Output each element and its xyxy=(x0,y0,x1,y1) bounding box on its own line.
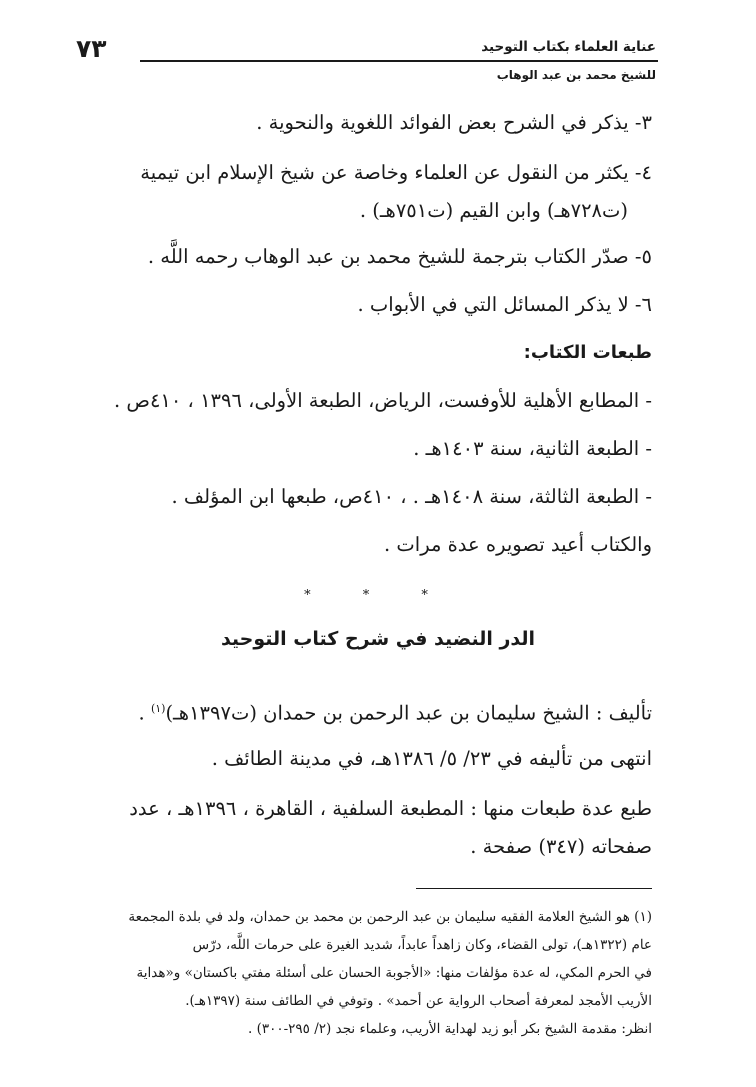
printed-line-2: صفحاته (٣٤٧) صفحة . xyxy=(470,835,652,858)
footnote xyxy=(54,903,652,1043)
page-number: ٧٣ xyxy=(76,34,107,63)
author-line xyxy=(92,686,652,737)
running-subtitle: للشيخ محمد بن عبد الوهاب xyxy=(496,68,656,82)
page-header xyxy=(0,28,756,88)
completion-line: انتهى من تأليفه في ٢٣/ ٥/ ١٣٨٦هـ، في مدينة الطائف . xyxy=(211,747,652,770)
reprint-note: والكتاب أعيد تصويره عدة مرات . xyxy=(384,533,652,556)
header-rule xyxy=(140,60,658,62)
footnote-rule xyxy=(416,888,652,889)
running-title: عناية العلماء بكتاب التوحيد xyxy=(481,39,656,55)
author-line-end: . xyxy=(138,701,151,725)
section-separator: * * * xyxy=(304,588,452,603)
feature-item-6: ٦- لا يذكر المسائل التي في الأبواب . xyxy=(357,293,652,316)
author-text: تأليف : الشيخ سليمان بن عبد الرحمن بن حمدان (ت١٣٩٧هـ) xyxy=(165,701,652,725)
feature-item-4-line-2: (ت٧٢٨هـ) وابن القيم (ت٧٥١هـ) . xyxy=(359,199,628,222)
printed-line-1: طبع عدة طبعات منها : المطبعة السلفية ، القاهرة ، ١٣٩٦هـ ، عدد xyxy=(129,797,652,820)
edition-3: - الطبعة الثالثة، سنة ١٤٠٨هـ . ، ٤١٠ص، طبعها ابن المؤلف . xyxy=(171,485,652,508)
editions-heading: طبعات الكتاب: xyxy=(523,342,652,363)
footnote-line-1: (١) هو الشيخ العلامة الفقيه سليمان بن عبد الرحمن بن محمد بن حمدان، ولد في بلدة المجمعة xyxy=(128,909,652,925)
footnote-line-4: الأريب الأمجد لمعرفة أصحاب الرواية عن أحمد» . وتوفي في الطائف سنة (١٣٩٧هـ). xyxy=(185,993,652,1009)
feature-item-4-line-1: ٤- يكثر من النقول عن العلماء وخاصة عن شيخ الإسلام ابن تيمية xyxy=(140,161,652,184)
edition-1: - المطابع الأهلية للأوفست، الرياض، الطبعة الأولى، ١٣٩٦ ، ٤١٠ص . xyxy=(113,389,652,412)
feature-item-3: ٣- يذكر في الشرح بعض الفوائد اللغوية والنحوية . xyxy=(256,111,652,134)
footnote-ref[interactable]: (١) xyxy=(150,702,166,715)
footnote-line-2: عام (١٣٢٢هـ)، تولى القضاء، وكان زاهداً عابداً، شديد الغيرة على حرمات اللَّه، درّس xyxy=(192,937,652,953)
feature-item-5: ٥- صدّر الكتاب بترجمة للشيخ محمد بن عبد الوهاب رحمه اللَّه . xyxy=(147,245,652,268)
footnote-line-3: في الحرم المكي، له عدة مؤلفات منها: «الأجوبة الحسان على أسئلة مفتي باكستان» و«هداية xyxy=(136,965,652,981)
book-title: الدر النضيد في شرح كتاب التوحيد xyxy=(220,628,536,650)
footnote-line-5: انظر: مقدمة الشيخ بكر أبو زيد لهداية الأريب، وعلماء نجد (٢/ ٢٩٥-٣٠٠) . xyxy=(247,1021,652,1037)
edition-2: - الطبعة الثانية، سنة ١٤٠٣هـ . xyxy=(413,437,652,460)
